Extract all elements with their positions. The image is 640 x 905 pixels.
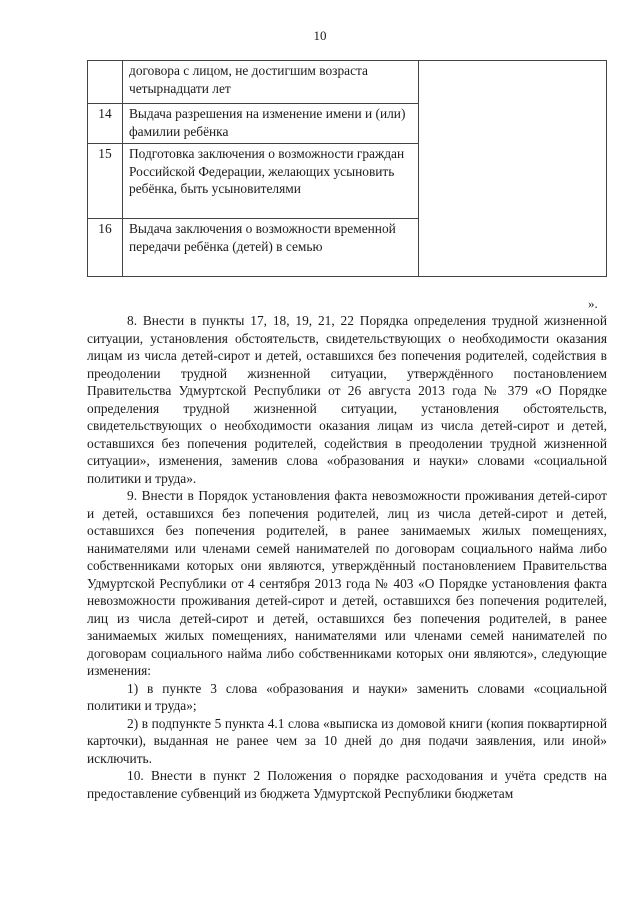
services-table [87, 60, 607, 277]
closing-quote-mark: ». [588, 296, 598, 311]
row-number: 14 [88, 104, 123, 144]
table-row [88, 61, 607, 104]
paragraph-item-10: 10. Внести в пункт 2 Положения о порядке расходования и учёта средств на предоставление субвенций из бюджета Удмуртской Республики бюджетам [87, 768, 607, 801]
row-text: Подготовка заключения о возможности граждан Российской Федерации, желающих усыновить ребёнка, быть усыновителями [123, 144, 419, 219]
row-text: договора с лицом, не достигшим возраста четырнадцати лет [123, 61, 419, 104]
paragraph-item-8: 8. Внести в пункты 17, 18, 19, 21, 22 Порядка определения трудной жизненной ситуации, установления обстоятельств, свидетельствующих о необходимости оказания лицам из числа детей-сирот и детей, оставшихся без попечения родителей, содействия в преодолении трудной жизненной ситуации, утверждённого постановлением Правительства Удмуртской Республики от 26 августа 2013 года № 379 «О Порядке определения трудной жизненной ситуации, установления обстоятельств, свидетельствующих о необходимости оказания лицам из числа детей-сирот и детей, оставшихся без попечения родителей, содействия в преодолении трудной жизненной ситуации», изменения, заменив слова «образования и науки» словами «социальной политики и труда». [87, 313, 607, 486]
row-text: Выдача заключения о возможности временной передачи ребёнка (детей) в семью [123, 219, 419, 277]
row-number [88, 61, 123, 104]
page-number: 10 [313, 28, 327, 43]
empty-column-cell [419, 61, 607, 277]
paragraph-subitem-2: 2) в подпункте 5 пункта 4.1 слова «выписка из домовой книги (копия поквартирной карточки), выданная не ранее чем за 10 дней до дня подачи заявления, или иной» исключить. [87, 715, 607, 766]
paragraph-item-9: 9. Внести в Порядок установления факта невозможности проживания детей-сирот и детей, оставшихся без попечения родителей, лиц из числа детей-сирот и детей, оставшихся без попечения родителей, в ранее занимаемых жилых помещениях, нанимателями или членами семей нанимателей по договорам социального найма либо собственниками которых они являются, утверждённый постановлением Правительства Удмуртской Республики от 4 сентября 2013 года № 403 «О Порядке установления факта невозможности проживания детей-сирот и детей, оставшихся без попечения родителей, лиц из числа детей-сирот и детей, оставшихся без попечения родителей, в ранее занимаемых жилых помещениях, нанимателями или членами семей нанимателей по договорам социального найма либо собственниками которых они являются», следующие изменения: [87, 488, 607, 678]
row-number: 16 [88, 219, 123, 277]
row-text: Выдача разрешения на изменение имени и (или) фамилии ребёнка [123, 104, 419, 144]
row-number: 15 [88, 144, 123, 219]
document-body [87, 312, 607, 802]
paragraph-subitem-1: 1) в пункте 3 слова «образования и науки» заменить словами «социальной политики и труда»; [87, 680, 607, 713]
